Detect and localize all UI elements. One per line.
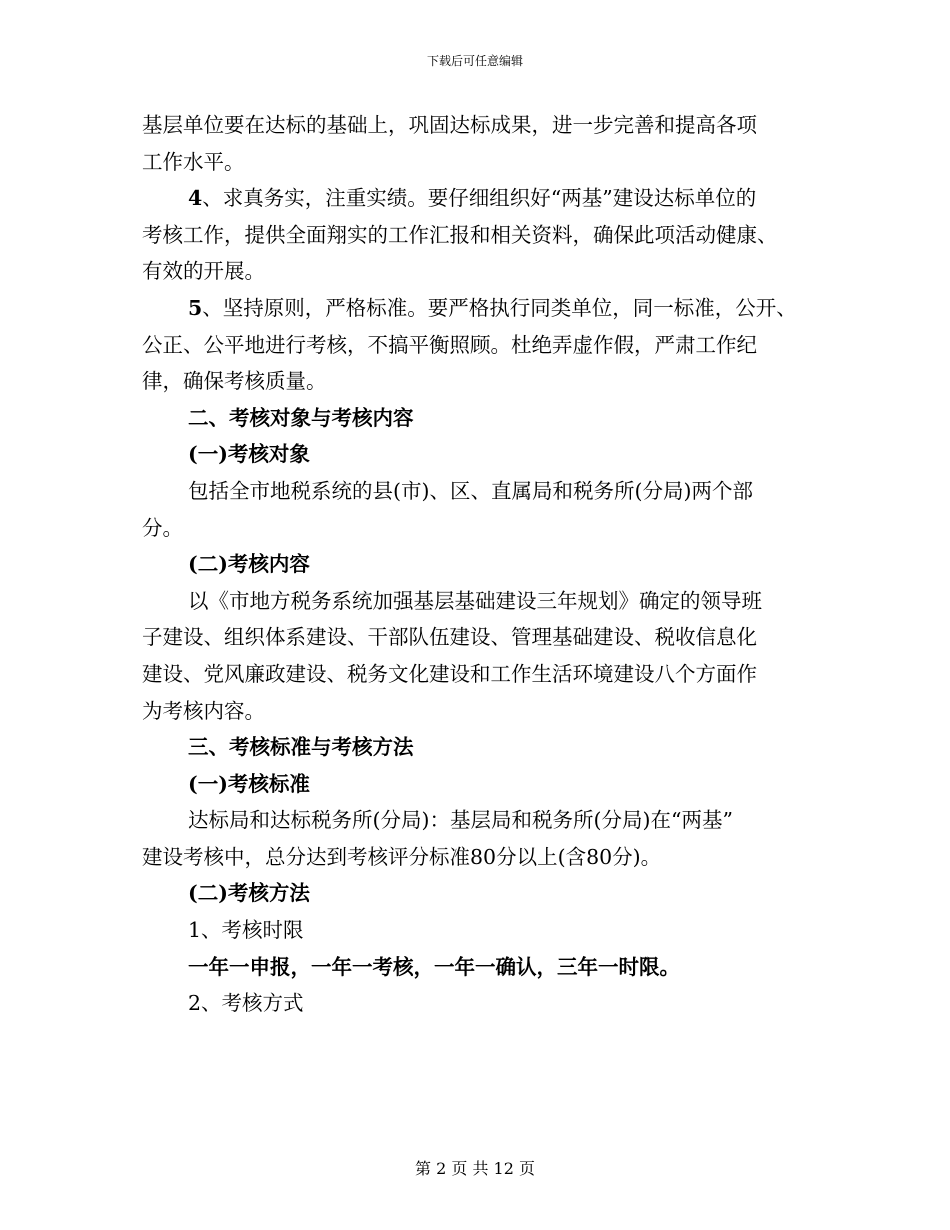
subsection-heading: (一)考核标准 bbox=[188, 771, 310, 796]
body-line: 分。 bbox=[142, 515, 183, 540]
page-footer: 第 2 页 共 12 页 bbox=[415, 1159, 535, 1178]
body-line: 子建设、组织体系建设、干部队伍建设、管理基础建设、税收信息化 bbox=[142, 625, 757, 650]
body-line: 包括全市地税系统的县(市)、区、直属局和税务所(分局)两个部 bbox=[188, 478, 753, 503]
page-header: 下载后可任意编辑 bbox=[426, 54, 523, 68]
body-line: 工作水平。 bbox=[142, 149, 245, 174]
numbered-item-5 bbox=[142, 290, 832, 327]
document-body bbox=[142, 107, 832, 1022]
body-line: 考核工作，提供全面翔实的工作汇报和相关资料，确保此项活动健康、 bbox=[142, 222, 778, 247]
subsection-heading: (一)考核对象 bbox=[188, 442, 310, 467]
body-line: 有效的开展。 bbox=[142, 259, 265, 284]
body-line: 律，确保考核质量。 bbox=[142, 369, 327, 394]
section-heading: 三、考核标准与考核方法 bbox=[188, 735, 414, 760]
subsection-heading: (二)考核方法 bbox=[188, 881, 310, 906]
body-line: 达标局和达标税务所(分局)：基层局和税务所(分局)在“两基” bbox=[188, 808, 733, 833]
body-line: 公正、公平地进行考核，不搞平衡照顾。杜绝弄虚作假，严肃工作纪 bbox=[142, 332, 757, 357]
body-line: 建设考核中，总分达到考核评分标准80分以上(含80分)。 bbox=[142, 844, 662, 869]
section-heading: 二、考核对象与考核内容 bbox=[188, 405, 414, 430]
item-text: 、求真务实，注重实绩。要仔细组织好“两基”建设达标单位的 bbox=[202, 186, 757, 211]
numbered-item-4 bbox=[142, 180, 832, 217]
item-number: 5 bbox=[188, 295, 203, 320]
list-item: 1、考核时限 bbox=[188, 918, 304, 943]
emphasis-line: 一年一申报，一年一考核，一年一确认，三年一时限。 bbox=[188, 954, 680, 979]
body-line: 以《市地方税务系统加强基层基础建设三年规划》确定的领导班 bbox=[188, 588, 762, 613]
list-item: 2、考核方式 bbox=[188, 991, 304, 1016]
body-line: 为考核内容。 bbox=[142, 698, 265, 723]
body-line: 建设、党风廉政建设、税务文化建设和工作生活环境建设八个方面作 bbox=[142, 661, 757, 686]
body-line: 基层单位要在达标的基础上，巩固达标成果，进一步完善和提高各项 bbox=[142, 113, 757, 137]
item-text: 、坚持原则，严格标准。要严格执行同类单位，同一标准，公开、 bbox=[202, 295, 797, 320]
subsection-heading: (二)考核内容 bbox=[188, 552, 310, 577]
item-number: 4 bbox=[188, 186, 203, 211]
